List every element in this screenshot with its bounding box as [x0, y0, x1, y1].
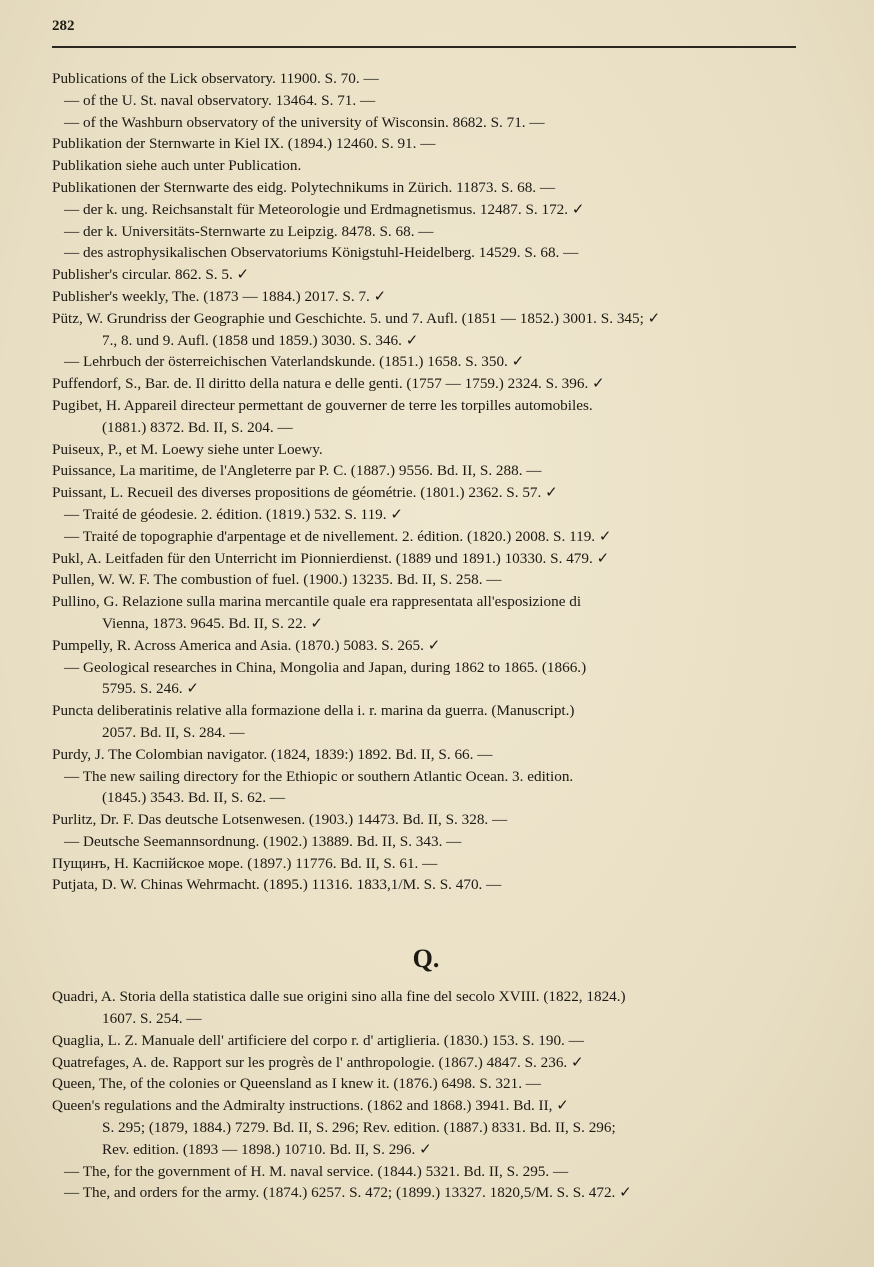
- index-line: Pütz, W. Grundriss der Geographie und Geschichte. 5. und 7. Aufl. (1851 — 1852.) 3001. S. 345; ✓: [52, 309, 661, 327]
- index-line: Purlitz, Dr. F. Das deutsche Lotsenwesen. (1903.) 14473. Bd. II, S. 328. —: [52, 811, 508, 829]
- index-line: Pugibet, H. Appareil directeur permettant de gouverner de terre les torpilles automobiles.: [52, 396, 593, 414]
- index-line: — Lehrbuch der österreichischen Vaterlandskunde. (1851.) 1658. S. 350. ✓: [64, 353, 525, 371]
- index-line: Queen's regulations and the Admiralty instructions. (1862 and 1868.) 3941. Bd. II, ✓: [52, 1097, 569, 1115]
- index-line: Queen, The, of the colonies or Queensland as I knew it. (1876.) 6498. S. 321. —: [52, 1075, 541, 1093]
- index-line: — Deutsche Seemannsordnung. (1902.) 13889. Bd. II, S. 343. —: [64, 832, 462, 850]
- index-line: Vienna, 1873. 9645. Bd. II, S. 22. ✓: [102, 614, 324, 632]
- index-line: — The, and orders for the army. (1874.) 6257. S. 472; (1899.) 13327. 1820,5/M. S. S. 472. ✓: [64, 1184, 632, 1202]
- index-line: Pullino, G. Relazione sulla marina mercantile quale era rappresentata all'esposizione di: [52, 593, 582, 611]
- section-heading: Q.: [412, 944, 440, 974]
- page-number: 282: [52, 18, 75, 34]
- index-line: Putjata, D. W. Chinas Wehrmacht. (1895.) 11316. 1833,1/M. S. S. 470. —: [52, 876, 502, 894]
- index-line: 2057. Bd. II, S. 284. —: [102, 723, 245, 741]
- index-line: Purdy, J. The Colombian navigator. (1824, 1839:) 1892. Bd. II, S. 66. —: [52, 745, 493, 763]
- index-line: — of the U. St. naval observatory. 13464. S. 71. —: [64, 91, 376, 109]
- index-entries: [52, 68, 800, 1204]
- index-line: Quaglia, L. Z. Manuale dell' artificiere del corpo r. d' artiglieria. (1830.) 153. S. 190. —: [52, 1031, 584, 1049]
- index-line: — des astrophysikalischen Observatoriums Königstuhl-Heidelberg. 14529. S. 68. —: [64, 244, 579, 262]
- header-rule: [52, 46, 796, 48]
- index-line: Publisher's circular. 862. S. 5. ✓: [52, 266, 250, 284]
- section-gap: [52, 896, 800, 940]
- index-line: — The new sailing directory for the Ethiopic or southern Atlantic Ocean. 3. edition.: [64, 767, 574, 785]
- index-line: S. 295; (1879, 1884.) 7279. Bd. II, S. 296; Rev. edition. (1887.) 8331. Bd. II, S. 296;: [102, 1119, 616, 1137]
- index-line: Quadri, A. Storia della statistica dalle sue origini sino alla fine del secolo XVIII. (1822, 1824.): [52, 988, 626, 1006]
- index-line: Pullen, W. W. F. The combustion of fuel. (1900.) 13235. Bd. II, S. 258. —: [52, 571, 502, 589]
- index-line: 7., 8. und 9. Aufl. (1858 und 1859.) 3030. S. 346. ✓: [102, 331, 419, 349]
- index-line: Puissant, L. Recueil des diverses propositions de géométrie. (1801.) 2362. S. 57. ✓: [52, 484, 558, 502]
- index-line: 5795. S. 246. ✓: [102, 680, 200, 698]
- index-line: Publikation siehe auch unter Publication.: [52, 157, 302, 175]
- index-line: Publikation der Sternwarte in Kiel IX. (1894.) 12460. S. 91. —: [52, 135, 436, 153]
- index-line: Publications of the Lick observatory. 11900. S. 70. —: [52, 70, 379, 87]
- index-line: Quatrefages, A. de. Rapport sur les progrès de l' anthropologie. (1867.) 4847. S. 236. ✓: [52, 1053, 584, 1071]
- index-line: — Traité de topographie d'arpentage et de nivellement. 2. édition. (1820.) 2008. S. 119. ✓: [64, 527, 612, 545]
- index-line: (1845.) 3543. Bd. II, S. 62. —: [102, 789, 286, 807]
- index-line: Pukl, A. Leitfaden für den Unterricht im Pionnierdienst. (1889 und 1891.) 10330. S. 479. ✓: [52, 549, 610, 567]
- index-line: Puissance, La maritime, de l'Angleterre par P. C. (1887.) 9556. Bd. II, S. 288. —: [52, 462, 542, 480]
- index-line: Puffendorf, S., Bar. de. Il diritto della natura e delle genti. (1757 — 1759.) 2324. S. 396. ✓: [52, 375, 605, 393]
- index-line: 1607. S. 254. —: [102, 1010, 202, 1028]
- index-line: Pumpelly, R. Across America and Asia. (1870.) 5083. S. 265. ✓: [52, 636, 441, 654]
- index-line: — Geological researches in China, Mongolia and Japan, during 1862 to 1865. (1866.): [64, 658, 587, 676]
- index-line: Пущинъ, Н. Каспійское море. (1897.) 11776. Bd. II, S. 61. —: [52, 854, 438, 872]
- index-line: — of the Washburn observatory of the university of Wisconsin. 8682. S. 71. —: [64, 113, 545, 131]
- index-line: Rev. edition. (1893 — 1898.) 10710. Bd. II, S. 296. ✓: [102, 1140, 432, 1158]
- index-line: Publisher's weekly, The. (1873 — 1884.) 2017. S. 7. ✓: [52, 287, 387, 305]
- index-line: — der k. ung. Reichsanstalt für Meteorologie und Erdmagnetismus. 12487. S. 172. ✓: [64, 200, 585, 218]
- index-line: — The, for the government of H. M. naval service. (1844.) 5321. Bd. II, S. 295. —: [64, 1162, 569, 1180]
- index-line: — Traité de géodesie. 2. édition. (1819.) 532. S. 119. ✓: [64, 505, 404, 523]
- index-line: Puncta deliberatinis relative alla formazione della i. r. marina da guerra. (Manuscript.): [52, 702, 575, 720]
- index-line: — der k. Universitäts-Sternwarte zu Leipzig. 8478. S. 68. —: [64, 222, 434, 240]
- index-line: Publikationen der Sternwarte des eidg. Polytechnikums in Zürich. 11873. S. 68. —: [52, 178, 556, 196]
- index-line: Puiseux, P., et M. Loewy siehe unter Loewy.: [52, 440, 323, 458]
- index-line: (1881.) 8372. Bd. II, S. 204. —: [102, 418, 293, 436]
